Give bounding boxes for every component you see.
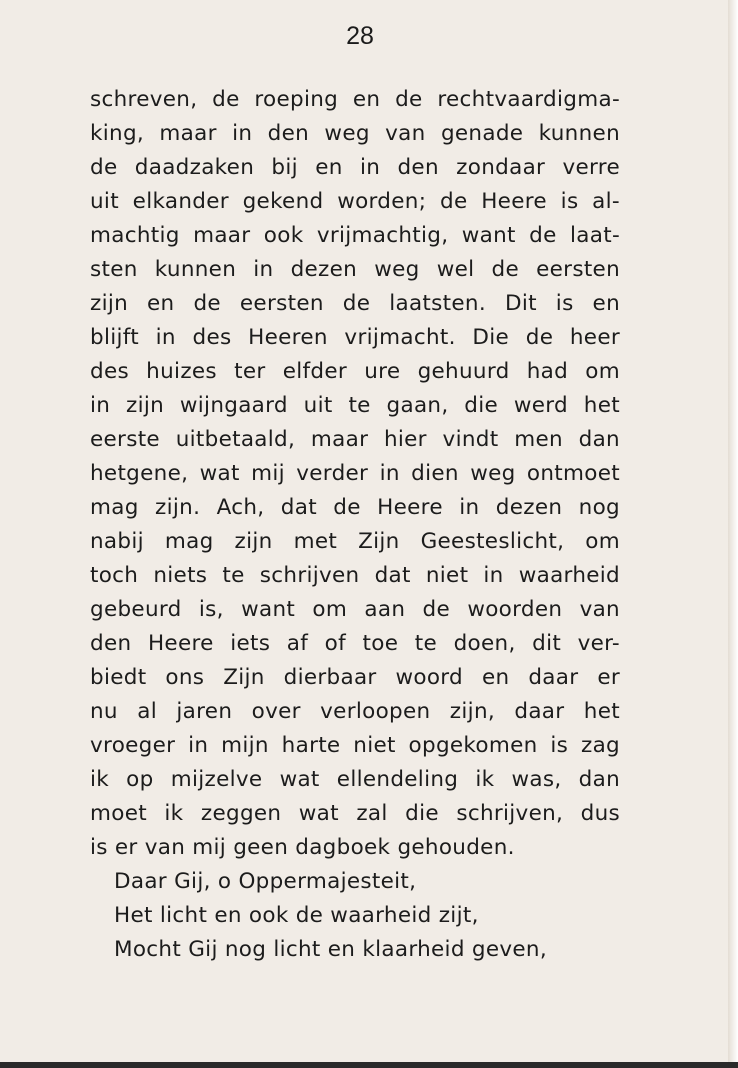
text-line: ik op mijzelve wat ellendeling ik was, dan xyxy=(90,767,620,792)
poem-line: Het licht en ook de waarheid zijt, xyxy=(114,903,479,928)
text-line: mag zijn. Ach, dat de Heere in dezen nog xyxy=(90,495,620,520)
page-edge-right xyxy=(728,0,738,1068)
text-line: moet ik zeggen wat zal die schrijven, dus xyxy=(90,801,620,826)
text-line: uit elkander gekend worden; de Heere is al- xyxy=(90,189,620,214)
text-line: de daadzaken bij en in den zondaar verre xyxy=(90,155,620,180)
text-line: schreven, de roeping en de rechtvaardigma- xyxy=(90,87,620,112)
text-line: zijn en de eersten de laatsten. Dit is en xyxy=(90,291,620,316)
text-line: king, maar in den weg van genade kunnen xyxy=(90,121,620,146)
text-line: blijft in des Heeren vrijmacht. Die de heer xyxy=(90,325,620,350)
page-edge-bottom xyxy=(0,1062,738,1068)
text-line: eerste uitbetaald, maar hier vindt men dan xyxy=(90,427,620,452)
text-line: toch niets te schrijven dat niet in waarheid xyxy=(90,563,620,588)
text-line: den Heere iets af of toe te doen, dit ver- xyxy=(90,631,620,656)
text-line: nu al jaren over verloopen zijn, daar het xyxy=(90,699,620,724)
poem-line: Daar Gij, o Oppermajesteit, xyxy=(114,869,417,894)
text-line: hetgene, wat mij verder in dien weg ontmoet xyxy=(90,461,620,486)
poem-line: Mocht Gij nog licht en klaarheid geven, xyxy=(114,937,547,962)
text-line: des huizes ter elfder ure gehuurd had om xyxy=(90,359,620,384)
text-line-last: is er van mij geen dagboek gehouden. xyxy=(90,835,515,860)
text-line: sten kunnen in dezen weg wel de eersten xyxy=(90,257,620,282)
text-line: vroeger in mijn harte niet opgekomen is zag xyxy=(90,733,620,758)
page-number: 28 xyxy=(346,22,374,50)
text-line: biedt ons Zijn dierbaar woord en daar er xyxy=(90,665,620,690)
text-body xyxy=(90,83,620,967)
text-line: machtig maar ook vrijmachtig, want de laat- xyxy=(90,223,620,248)
text-line: gebeurd is, want om aan de woorden van xyxy=(90,597,620,622)
text-line: nabij mag zijn met Zijn Geesteslicht, om xyxy=(90,529,620,554)
text-line: in zijn wijngaard uit te gaan, die werd het xyxy=(90,393,620,418)
